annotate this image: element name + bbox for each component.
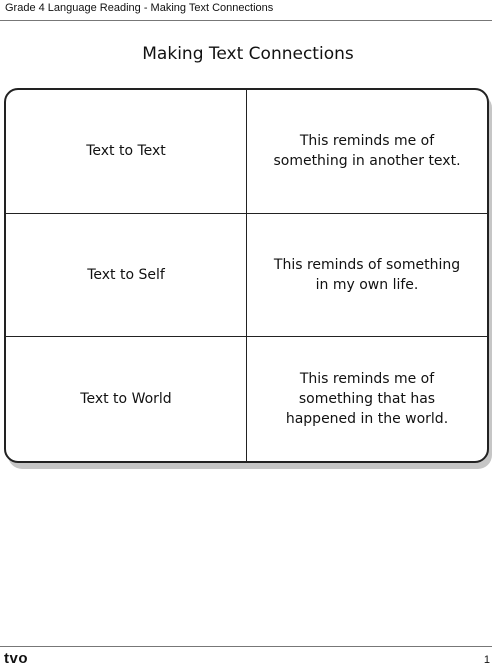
connection-description-cell bbox=[247, 214, 487, 338]
connection-description-line: something that has bbox=[298, 391, 436, 408]
connection-description-line: This reminds me of bbox=[299, 133, 435, 150]
connection-description-line: This reminds me of bbox=[299, 371, 435, 388]
connection-type-label: Text to Self bbox=[87, 266, 165, 283]
running-header: Grade 4 Language Reading - Making Text Connections bbox=[5, 2, 274, 14]
connection-description-line: This reminds of something bbox=[273, 256, 461, 273]
header-divider bbox=[0, 20, 492, 21]
connection-description-cell bbox=[247, 337, 487, 461]
connection-description-line: happened in the world. bbox=[285, 411, 449, 428]
connections-table bbox=[4, 88, 489, 463]
connection-description-cell bbox=[247, 90, 487, 214]
connection-type-label: Text to Text bbox=[86, 143, 166, 160]
connection-type-cell bbox=[6, 90, 247, 214]
page-number: 1 bbox=[483, 654, 490, 666]
connection-type-cell bbox=[6, 214, 247, 338]
tvo-logo: tvo bbox=[4, 650, 28, 667]
page-title: Making Text Connections bbox=[142, 44, 354, 64]
connection-type-cell bbox=[6, 337, 247, 461]
connection-description-line: in my own life. bbox=[315, 276, 419, 293]
connection-description-line: something in another text. bbox=[273, 153, 461, 170]
connection-type-label: Text to World bbox=[80, 391, 172, 408]
footer-divider bbox=[0, 646, 492, 647]
